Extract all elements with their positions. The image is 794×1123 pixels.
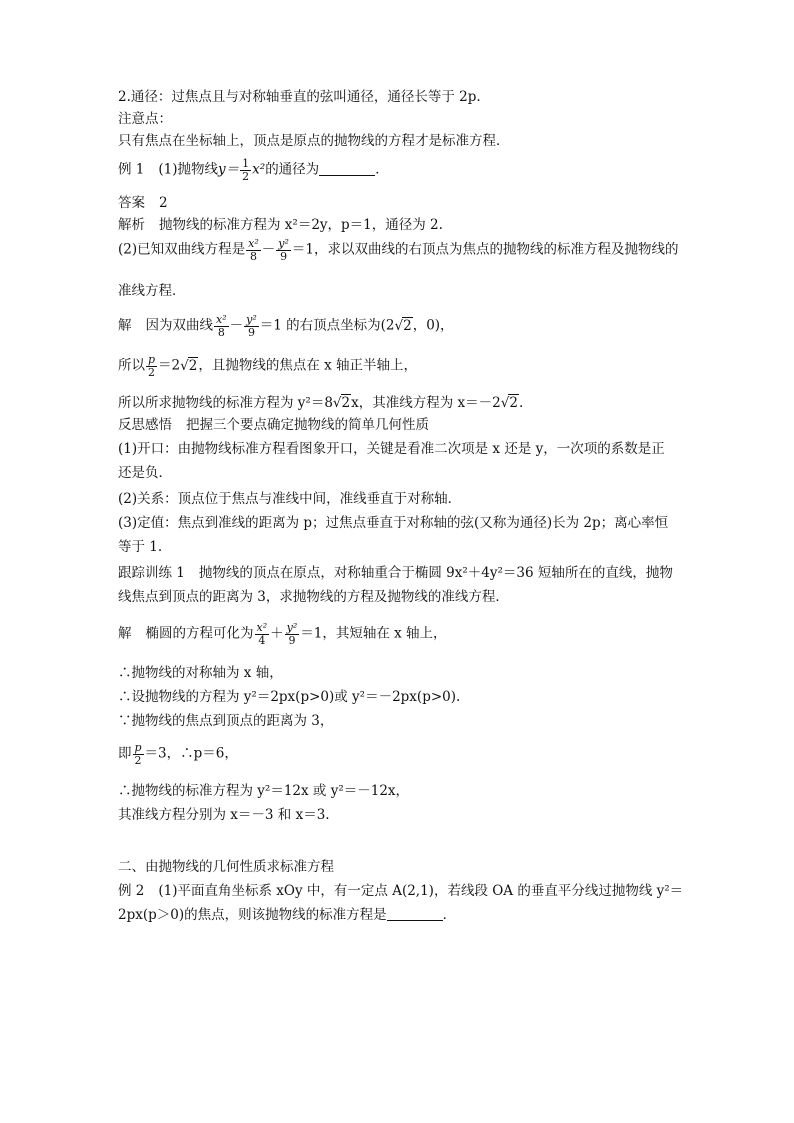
reflection-title: 反思感悟 把握三个要点确定抛物线的简单几何性质 bbox=[118, 417, 429, 433]
reflection-1a: (1)开口：由抛物线标准方程看图象开口，关键是看准二次项是 x 还是 y，一次项的系数是正 bbox=[118, 441, 665, 457]
training-solution-6: ∴抛物线的标准方程为 y²＝12x 或 y²＝－12x， bbox=[118, 783, 410, 799]
fraction-y2-over-9: $\frac{\text{y²}}{9}$ bbox=[278, 237, 289, 263]
solution-line-2: 所以 $\frac{p}{2}$ ＝2√2，且抛物线的焦点在 x 轴正半轴上， bbox=[118, 353, 418, 379]
training-solution-5: 即 $\frac{p}{2}$ ＝3，∴p＝6， bbox=[118, 741, 238, 767]
answer-blank bbox=[387, 908, 443, 921]
answer-line: 答案 2 bbox=[118, 195, 168, 211]
example-2a: 例 2 (1)平面直角坐标系 xOy 中，有一定点 A(2,1)，若线段 OA 的垂直平分线过抛物线 y²＝ bbox=[118, 883, 684, 899]
example-1-part-2-cont: 准线方程． bbox=[118, 283, 186, 299]
fraction-x2-over-8: $\frac{\text{x²}}{8}$ bbox=[248, 237, 259, 263]
note-title: 注意点： bbox=[118, 111, 172, 127]
example-label: 例 1 bbox=[118, 161, 145, 178]
reflection-1b: 还是负． bbox=[118, 465, 172, 481]
answer-blank bbox=[319, 163, 375, 176]
reflection-3b: 等于 1. bbox=[118, 539, 163, 555]
training-solution-3: ∴设抛物线的方程为 y²＝2px(p>0)或 y²＝－2px(p>0). bbox=[118, 689, 461, 705]
analysis-line: 解析 抛物线的标准方程为 x²＝2y，p＝1，通径为 2. bbox=[118, 217, 443, 233]
training-solution-1: 解 椭圆的方程可化为 $\frac{\text{x²}}{4}$ ＋ $\frac{\text{y²}}{9}$ ＝1，其短轴在 x 轴上， bbox=[118, 621, 447, 647]
note-body: 只有焦点在坐标轴上，顶点是原点的抛物线的方程才是标准方程． bbox=[118, 133, 510, 149]
training-solution-4: ∵抛物线的焦点到顶点的距离为 3， bbox=[118, 713, 334, 729]
solution-line-1: 解 因为双曲线 $\frac{\text{x²}}{8}$ － $\frac{\text{y²}}{9}$ ＝1 的右顶点坐标为(2√2，0)， bbox=[118, 313, 454, 339]
section-heading-2: 二、由抛物线的几何性质求标准方程 bbox=[118, 859, 334, 875]
sqrt-symbol: √2 bbox=[394, 317, 412, 334]
example-2b: 2px(p＞0)的焦点，则该抛物线的标准方程是 ． bbox=[118, 907, 457, 923]
training-1b: 线焦点到顶点的距离为 3，求抛物线的方程及抛物线的准线方程． bbox=[118, 589, 509, 605]
reflection-3a: (3)定值：焦点到准线的距离为 p；过焦点垂直于对称轴的弦(又称为通径)长为 2p；离心率恒 bbox=[118, 515, 669, 531]
training-solution-7: 其准线方程分别为 x＝－3 和 x＝3. bbox=[118, 807, 330, 823]
solution-line-3: 所以所求抛物线的标准方程为 y²＝8√2x，其准线方程为 x＝－2√2. bbox=[118, 395, 524, 411]
example-1-part-2: (2)已知双曲线方程是 $\frac{\text{x²}}{8}$ － $\frac{\text{y²}}{9}$ ＝1，求以双曲线的右顶点为焦点的抛物线的标准方程及抛物线的 bbox=[118, 237, 679, 263]
fraction-one-half: $\frac{1}{2}$ bbox=[242, 157, 250, 183]
training-1a: 跟踪训练 1 抛物线的顶点在原点，对称轴重合于椭圆 9x²＋4y²＝36 短轴所在的直线，抛物 bbox=[118, 565, 673, 581]
example-1-part-1: 例 1 (1)抛物线y＝ $\frac{1}{2}$ x²的通径为 ． bbox=[118, 157, 389, 183]
paragraph-latus-rectum: 2.通径：过焦点且与对称轴垂直的弦叫通径，通径长等于 2p. bbox=[118, 89, 481, 105]
reflection-2: (2)关系：顶点位于焦点与准线中间，准线垂直于对称轴． bbox=[118, 491, 462, 507]
training-solution-2: ∴抛物线的对称轴为 x 轴， bbox=[118, 665, 283, 681]
